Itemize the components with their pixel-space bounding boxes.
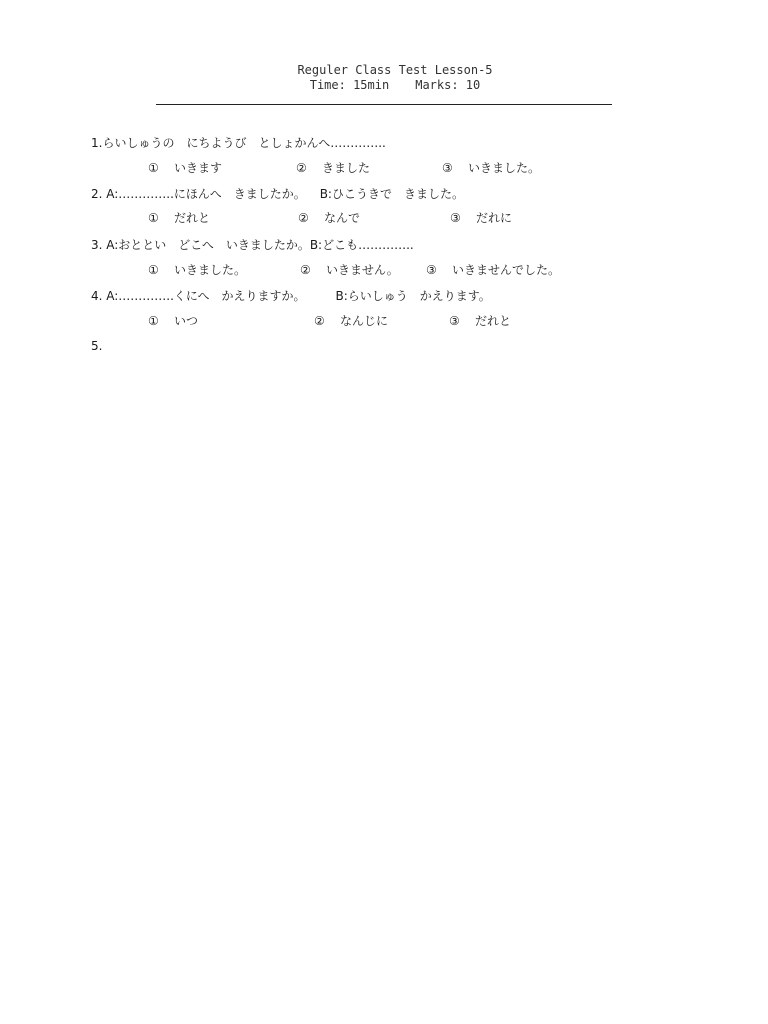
question-3-option-1 [148, 262, 246, 278]
option-number: ② [298, 211, 309, 225]
question-2-prompt [91, 186, 464, 202]
option-text: なんで [324, 211, 361, 225]
option-number: ① [148, 263, 159, 277]
option-number: ③ [426, 263, 437, 277]
question-4-option-1 [148, 313, 198, 329]
total-marks: Marks: 10 [415, 78, 481, 92]
question-5-prompt: 5. [91, 339, 103, 353]
option-text: きました [322, 161, 371, 175]
question-1-option-1 [148, 160, 222, 176]
option-text: いきませんでした。 [452, 263, 561, 277]
question-2-part-b: B:ひこうきで きました。 [319, 187, 464, 201]
time-marks-line [0, 78, 768, 93]
time-limit: Time: 15min [309, 78, 390, 92]
option-number: ③ [450, 211, 461, 225]
question-4-option-2 [314, 313, 388, 329]
question-1-option-2 [296, 160, 370, 176]
option-text: だれと [475, 314, 512, 328]
question-3-prompt: 3. A:おととい どこへ いきましたか。B:どこも………….. [91, 238, 414, 252]
question-3-option-3 [426, 262, 560, 278]
option-text: だれに [476, 211, 513, 225]
option-number: ② [314, 314, 325, 328]
question-4-prompt [91, 288, 491, 304]
option-number: ① [148, 161, 159, 175]
option-text: なんじに [340, 314, 389, 328]
option-text: いきました。 [174, 263, 247, 277]
option-text: いきました。 [468, 161, 541, 175]
option-number: ② [296, 161, 307, 175]
question-4-option-3 [449, 313, 511, 329]
option-number: ① [148, 211, 159, 225]
option-number: ③ [449, 314, 460, 328]
question-1-option-3 [442, 160, 540, 176]
question-2-option-1 [148, 210, 210, 226]
question-2-option-2 [298, 210, 360, 226]
option-text: だれと [174, 211, 211, 225]
question-4-part-a: 4. A:…………..くにへ かえりますか。 [91, 289, 306, 303]
question-3-option-2 [300, 262, 399, 278]
question-1-prompt: 1.らいしゅうの にちようび としょかんへ………….. [91, 136, 386, 150]
question-2-option-3 [450, 210, 512, 226]
test-title: Reguler Class Test Lesson-5 [297, 63, 493, 77]
option-text: いつ [174, 314, 199, 328]
option-number: ① [148, 314, 159, 328]
option-text: いきません。 [326, 263, 399, 277]
option-number: ② [300, 263, 311, 277]
header-divider [156, 104, 612, 105]
test-header [0, 63, 768, 93]
question-4-part-b: B:らいしゅう かえります。 [335, 289, 491, 303]
option-number: ③ [442, 161, 453, 175]
question-2-part-a: 2. A:…………..にほんへ きましたか。 [91, 187, 306, 201]
option-text: いきます [174, 161, 223, 175]
